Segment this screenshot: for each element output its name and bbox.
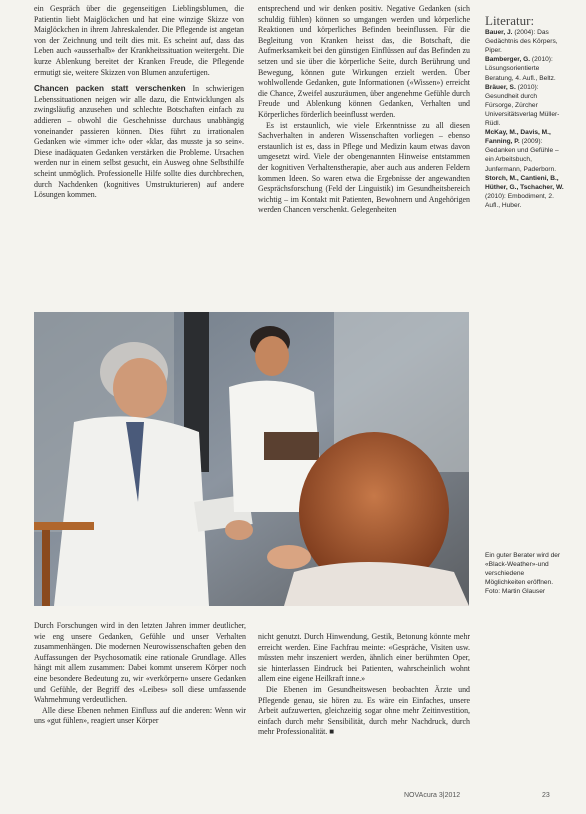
page-number: 23 xyxy=(542,792,550,799)
literature-title: Literatur: xyxy=(485,13,535,28)
article-photo xyxy=(34,312,469,606)
paragraph: ein Gespräch über die gegenseitigen Lieblingsblumen, die Patientin liebt Maiglöckchen und hat eine winzige Skizze von Maiglöckchen in ihrem Jahreskalender. Die Pflegende ist angetan von der Zeichnung und teilt dies mit. Es scheint auf, dass das Leben auch «ausserhalb» der Krankheitssituation weitergeht. Die kurze Ablenkung bereitet der Kranken Freude, die Pflegende ermutigt sie, weitere Skizzen von Blumen anzufertigen. xyxy=(34,4,244,77)
end-mark: ■ xyxy=(329,727,335,737)
paragraph-text: In schwierigen Lebenssituationen neigen wir alle dazu, die Entwicklungen als zwingsläufig anzusehen und schlechte Botschaften einfach zu addieren – obwohl die Geschehnisse durchaus unabhängig voneinander passieren können. Dies führt zu irrationalen Gedanken wie «immer ich» oder «klar, das musste ja so sein». Diese inadäquaten Gedanken verstärken die Probleme. Ursachen werden nur in einem selbst gesucht, ein Ausweg ohne Selbsthilfe scheint unmöglich. Professionelle Hilfe sollte dies durchbrechen, durch Nachdenken (kognitives Umstrukturieren) auf andere Lösungen kommen. xyxy=(34,84,244,200)
paragraph-text: Die Ebenen im Gesundheitswesen beobachten Ärzte und Pflegende genau, sie hören zu. Es wäre ein Einfaches, unsere Arbeit aufzuwerten, gleichzeitig sogar ohne mehr Zeitinvestition, einfach durch mehr Sensibilität, durch mehr Nachdruck, durch mehr Professionalität. xyxy=(258,684,470,737)
section-heading: Chancen packen statt verschenken xyxy=(34,84,186,94)
paragraph: nicht genutzt. Durch Hinwendung, Gestik, Betonung könnte mehr erreicht werden. Eine Fachfrau meinte: «Gespräche, Visiten usw. müssten mehr inszeniert werden, ähnlich einer berühmten Oper, sie hinterlassen Eindruck bei Patienten, wahrscheinlich wohnt allem eine eigene Heilkraft inne.» xyxy=(258,632,470,684)
reference-text: (2009): Gedanken und Gefühle – ein Arbeitsbuch, Junfermann, Paderborn. xyxy=(485,138,559,173)
reference-author: Bräuer, S. xyxy=(485,83,516,91)
reference-text: (2010): Embodiment, 2. Aufl., Huber. xyxy=(485,192,554,209)
paragraph: Alle diese Ebenen nehmen Einfluss auf die anderen: Wenn wir uns «gut fühlen», reagiert unser Körper xyxy=(34,705,246,726)
magazine-name: NOVAcura 3|2012 xyxy=(404,792,461,799)
paragraph xyxy=(34,84,244,201)
article-column-4 xyxy=(258,632,470,738)
article-column-3 xyxy=(34,621,246,727)
reference-author: Bamberger, G. xyxy=(485,56,531,64)
reference-text: (2010): Gesundheit durch Fürsorge, Zürcher Universitätsverlag Müller-Rüdl. xyxy=(485,83,560,128)
paragraph: Es ist erstaunlich, wie viele Erkenntnisse zu all diesen Sachverhalten in anderen Wissenschaften vorliegen – ebenso erstaunlich ist es, dass in Pflege und Medizin kaum etwas davon umgesetzt wird. Viele der obengenannten Hinweise entstammen der kognitiven Verhaltenstherapie, aber auch aus anderen Feldern kommen Ideen. So waren etwa die Ergebnisse der angewandten Gesprächsforschung (Feld der Linguistik) im Gesundheitsbereich wichtig – im Kontakt mit Patienten, Bewohnern und Angehörigen werden Chancen verschenkt. Gelegenheiten xyxy=(258,120,470,215)
page-footer xyxy=(0,792,586,808)
literature-sidebar xyxy=(485,13,565,210)
reference-list xyxy=(485,28,565,210)
reference-author: Storch, M., Cantieni, B., Hüther, G., Tschacher, W. xyxy=(485,174,564,191)
reference-text: (2004): Das Gedächtnis des Körpers, Piper. xyxy=(485,29,558,55)
reference-author: McKay, M., Davis, M., Fanning, P. xyxy=(485,129,551,146)
reference-item xyxy=(485,55,565,82)
paragraph: entsprechend und wir denken positiv. Negative Gedanken (sich schuldig fühlen) können so umgangen werden und körperliche Reaktionen und körperliches Befinden beeinflussen. Für die Begleitung von Kranken heisst das, die Botschaft, die Aufmerksamkeit bei den günstigen Einflüssen auf das Befinden zu setzen und sie über die körperliche Seite, durch Berührung und Bewegung, können gute Wirkungen erzielt werden. Über wohlwollende Gedanken, gute Informationen («Wissen») erreicht die Chance, Zweifel auszuräumen, über angenehme Gefühle durch Freude und Ablenkung können Gedanken, Verhalten und Körperliches förderlich beeinflusst werden. xyxy=(258,4,470,119)
reference-item xyxy=(485,174,565,210)
photo-caption: Ein guter Berater wird der «Black-Weather»-und verschiedene Möglichkeiten eröffnen. Foto: Martin Glauser xyxy=(485,552,561,595)
paragraph xyxy=(258,685,470,738)
reference-item xyxy=(485,128,565,173)
reference-author: Bauer, J. xyxy=(485,29,513,37)
article-column-2 xyxy=(258,4,470,216)
reference-text: (2010): Lösungsorientierte Beratung, 4. Aufl., Beltz. xyxy=(485,56,556,82)
photo-illustration xyxy=(34,312,469,606)
reference-item xyxy=(485,28,565,55)
article-column-1 xyxy=(34,4,244,201)
reference-item xyxy=(485,83,565,128)
paragraph: Durch Forschungen wird in den letzten Jahren immer deutlicher, wie eng unsere Gedanken, Gefühle und unser Verhalten zusammenhängen. Die modernen Neurowissenschaften geben den Auffassungen der Psychosomatik eine rationale Grundlage. Alles hängt mit allem zusammen: Dabei kommt unserem Körper noch eine besondere Bedeutung zu, wir «verkörpern» unsere Gedanken und Gefühle, der Begriff des «Leibes» soll diese umfassende Wahrnehmung verdeutlichen. xyxy=(34,621,246,705)
